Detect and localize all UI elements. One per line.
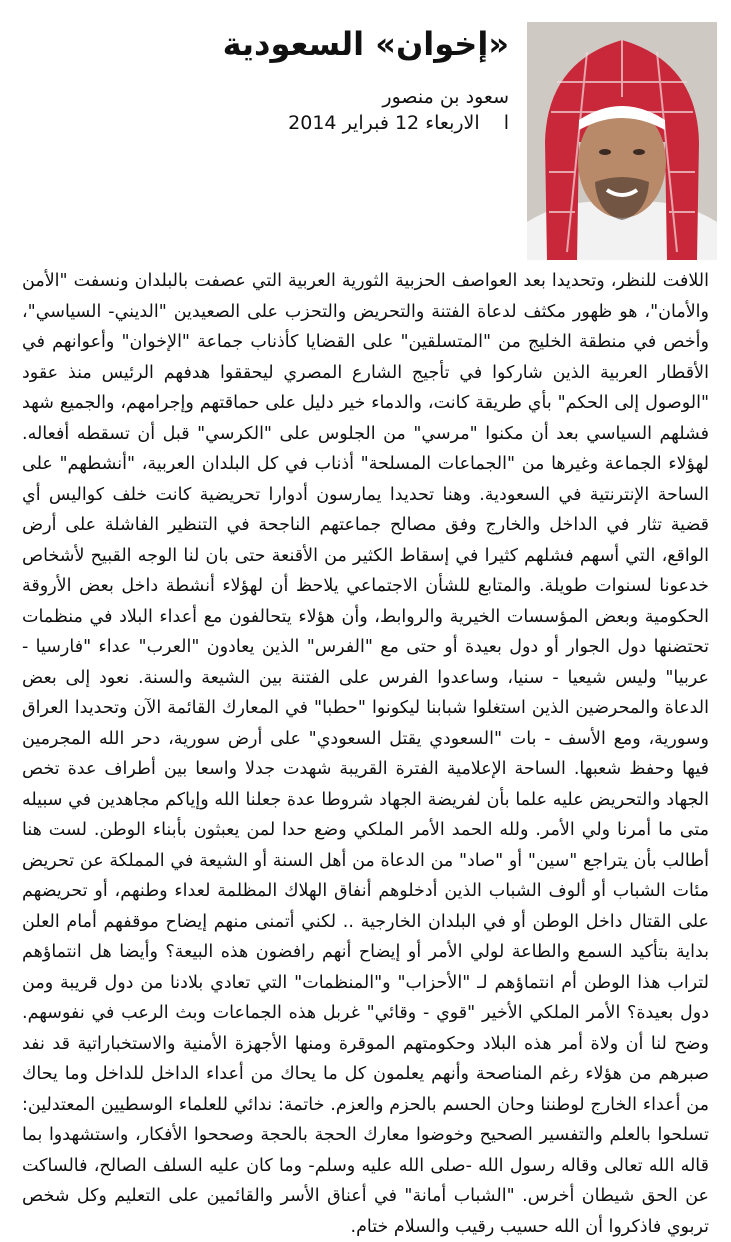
article-body: اللافت للنظر، وتحديدا بعد العواصف الحزبية الثورية العربية التي عصفت بالبلدان ونسفت "الأمن والأمان"، هو ظهور مكثف لدعاة الفتنة والتحريض والتحزب على الصعيدين "الديني- السياسي"، وأخص في منطقة الخليج من "المتسلقين" على القضايا كأذناب جماعة "الإخوان" وأعوانهم في الأقطار العربية الذين شاركوا في تأجيج الشارع المصري ليحققوا هدفهم الرئيس منذ عقود "الوصول إلى الحكم" بأي طريقة كانت، والدماء خير دليل على حماقتهم وإجرامهم، والجميع شهد فشلهم السياسي بعد أن مكنوا "مرسي" من الجلوس على "الكرسي" قبل أن تسقطه أفعاله. لهؤلاء الجماعة وغيرها من "الجماعات المسلحة" أذناب في كل البلدان العربية، "أنشطهم" على الساحة الإنترنتية في السعودية. وهنا تحديدا يمارسون أدوارا تحريضية كانت خلف كواليس أي قضية تثار في الداخل والخارج وفق مصالح جماعتهم الناجحة في التنظير الفاشلة على أرض الواقع، التي أسهم فشلهم كثيرا في إسقاط الكثير من الأقنعة حتى بان لنا الوجه القبيح لأشخاص خدعونا لسنوات طويلة. والمتابع للشأن الاجتماعي يلاحظ أن لهؤلاء أنشطة داخل بعض الأروقة الحكومية وبعض المؤسسات الخيرية والروابط، وأن هؤلاء يتحالفون مع أعداء البلاد في منظمات تحتضنها دول الجوار أو دول بعيدة أو حتى مع "الفرس" الذين يعادون "العرب" عداء "فارسيا - عربيا" وليس شيعيا - سنيا، وساعدوا الفرس على الفتنة بين الشيعة والسنة. نعود إلى بعض الدعاة والمحرضين الذين استغلوا شبابنا ليكونوا "حطبا" في المعارك القائمة الآن وتحديدا العراق وسورية، ومع الأسف - بات "السعودي يقتل السعودي" على أرض سورية، دحر الله المجرمين فيها وحفظ شعبها. الساحة الإعلامية الفترة القريبة شهدت جدلا واسعا بين أطراف عدة تخص الجهاد والتحريض عليه علما بأن لفريضة الجهاد شروطا عدة جعلنا الله وإياكم مجاهدين في سبيله متى ما أمرنا ولي الأمر. ولله الحمد الأمر الملكي وضع حدا لمن يعبثون بأبناء الوطن. لست هنا أطالب بأن يتراجع "سين" أو "صاد" من الدعاة من أهل السنة أو الشيعة في المملكة عن تحريض مئات الشباب أو ألوف الشباب الذين أدخلوهم أنفاق الهلاك المظلمة لعداء وطنهم، أو تحريضهم على القتال داخل الوطن أو في البلدان الخارجية .. لكني أتمنى منهم إيضاح موقفهم أمام العلن بداية بتأكيد السمع والطاعة لولي الأمر أو إيضاح أنهم رافضون هذه البيعة؟ وأيضا هل انتماؤهم لتراب هذا الوطن أم انتماؤهم لـ "الأحزاب" و"المنظمات" التي تعادي بلادنا من دول قريبة ومن دول بعيدة؟ الأمر الملكي الأخير "قوي - وقائي" غربل هذه الجماعات وبث الرعب في نفوسهم. وضح لنا أن ولاة أمر هذه البلاد وحكومتهم الموقرة ومنها الأجهزة الأمنية والاستخباراتية قد نفد صبرهم من هؤلاء رغم المناصحة وأنهم يعلمون كل ما يحاك من أعداء الداخل للداخل وما يحاك من أعداء الخارج لوطننا وحان الحسم بالحزم والعزم. خاتمة: ندائي للعلماء الوسطيين المعتدلين: تسلحوا بالعلم والتفسير الصحيح وخوضوا معارك الحجة بالحجة وصححوا الأفكار، واستشهدوا بما قاله الله تعالى وقاله رسول الله -صلى الله عليه وسلم- وما كان عليه السلف الصالح، فالساكت عن الحق شيطان أخرس. "الشباب أمانة" في أعناق الأسر والقائمين على التعليم وكل شخص تربوي فاذكروا أن الله حسيب رقيب والسلام ختام. [22,271,709,1237]
author-photo [527,22,717,260]
author-name: سعود بن منصور [382,86,509,108]
date-separator: ا [503,112,509,134]
date-row [288,112,509,134]
article-title: «إخوان» السعودية [222,25,509,63]
article-date: الاربعاء 12 فبراير 2014 [288,112,480,134]
